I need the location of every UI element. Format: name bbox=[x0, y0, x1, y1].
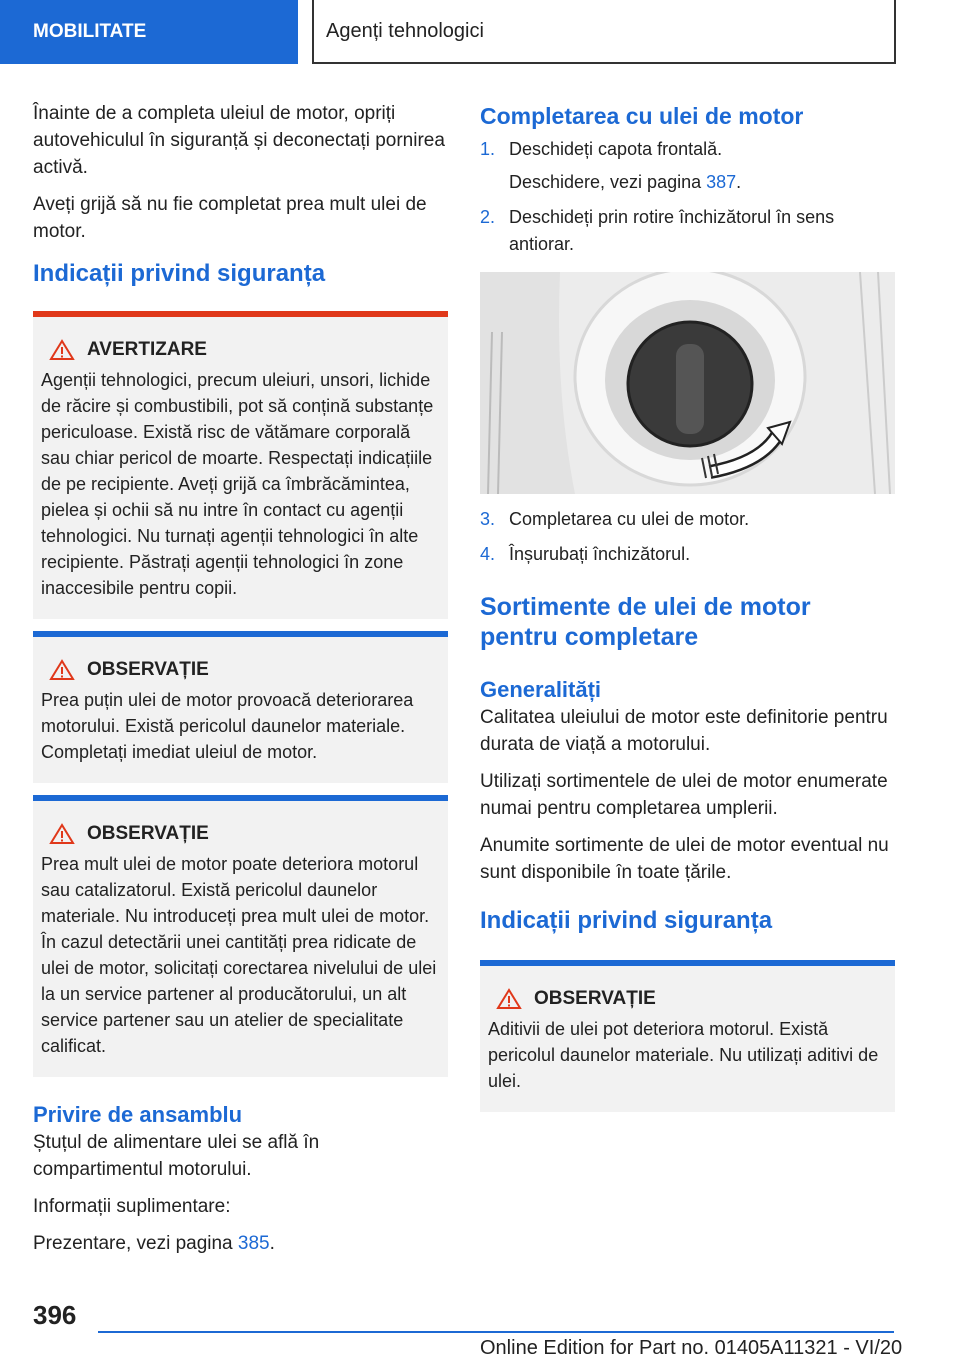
general-text-2: Utilizați sortimentele de ulei de motor enumerate numai pentru completarea umplerii. bbox=[480, 771, 888, 819]
note-text-2: Prea mult ulei de motor poate deteriora motorul sau catalizatorul. Există pericolul daunelor materiale. Nu introduceți prea mult ulei de motor. În cazul detectării unei cantități prea ridicate de ulei de motor, solicitați corectarea nivelului de ulei la un service partener al producătorului, un alt service partener sau un atelier de specialitate calificat. bbox=[41, 854, 437, 1056]
note-title-1: OBSERVAȚIE bbox=[87, 659, 209, 680]
oil-cap-illustration bbox=[480, 272, 895, 494]
caution-icon bbox=[49, 823, 75, 845]
intro-paragraph-2: Aveți grijă să nu fie completat prea mult ulei de motor. bbox=[33, 194, 427, 242]
general-text-3: Anumite sortimente de ulei de motor eventual nu sunt disponibile în toate țările. bbox=[480, 835, 889, 883]
left-column bbox=[33, 100, 448, 1267]
note-title-3: OBSERVAȚIE bbox=[534, 988, 656, 1009]
header-chapter: Agenți tehnologici bbox=[312, 0, 896, 64]
warning-text: Agenții tehnologici, precum uleiuri, unsori, lichide de răcire și combustibili, pot să conțină substanțe periculoase. Există risc de vătămare corporală sau chiar pericol de moarte. Respectați indicațiile de pe recipiente. Aveți grijă ca îmbrăcămintea, pielea și ochii să nu intre în contact cu agenții tehnologici. Nu turnați agenții tehnologici în alte recipiente. Păstrați agenții tehnologici în zone inaccesibile pentru copii. bbox=[41, 370, 434, 598]
fill-steps-list bbox=[480, 136, 895, 258]
general-heading: Generalități bbox=[480, 677, 602, 702]
general-text-1: Calitatea uleiului de motor este definitorie pentru durata de viață a motorului. bbox=[480, 707, 888, 755]
more-info-label: Informații suplimentare: bbox=[33, 1196, 231, 1217]
page-number: 396 bbox=[33, 1300, 77, 1330]
note-text-3: Aditivii de ulei pot deteriora motorul. Există pericolul daunelor materiale. Nu utilizați aditivi de ulei. bbox=[488, 1019, 879, 1091]
right-column bbox=[480, 102, 895, 1112]
note-box-1 bbox=[33, 631, 448, 783]
overview-text: Ștuțul de alimentare ulei se află în compartimentul motorului. bbox=[33, 1132, 320, 1180]
warning-icon bbox=[49, 339, 75, 361]
presentation-line: Prezentare, vezi pagina 385. bbox=[33, 1233, 275, 1254]
overview-heading: Privire de ansamblu bbox=[33, 1102, 243, 1127]
page-link-387[interactable]: 387 bbox=[706, 172, 737, 192]
footer-divider bbox=[98, 1331, 894, 1333]
warning-box bbox=[33, 311, 448, 619]
warning-title: AVERTIZARE bbox=[87, 339, 207, 360]
list-item: 1. Deschideți capota frontală. Deschidere, vezi pagina 387. bbox=[480, 139, 742, 192]
note-box-2 bbox=[33, 795, 448, 1077]
fill-heading: Completarea cu ulei de motor bbox=[480, 103, 804, 129]
list-item: 2. Deschideți prin rotire închizătorul în sens antiorar. bbox=[480, 207, 835, 254]
oil-cap-drawing bbox=[480, 272, 895, 494]
list-item: 4. Înșurubați închizătorul. bbox=[480, 544, 691, 564]
oil-types-heading: Sortimente de ulei de motor pentru completare bbox=[480, 593, 811, 651]
safety-heading-right: Indicații privind siguranța bbox=[480, 907, 773, 934]
fill-steps-list-cont bbox=[480, 506, 895, 568]
caution-icon bbox=[49, 659, 75, 681]
note-text-1: Prea puțin ulei de motor provoacă deteriorarea motorului. Există pericolul daunelor materiale. Completați imediat uleiul de motor. bbox=[41, 690, 414, 762]
header-section: MOBILITATE bbox=[0, 0, 298, 64]
safety-heading: Indicații privind siguranța bbox=[33, 260, 326, 287]
note-title-2: OBSERVAȚIE bbox=[87, 823, 209, 844]
page-link-385[interactable]: 385 bbox=[237, 1233, 270, 1254]
note-box-3 bbox=[480, 960, 895, 1112]
intro-paragraph-1: Înainte de a completa uleiul de motor, opriți autovehiculul în siguranță și deconectați pornirea activă. bbox=[33, 103, 445, 178]
list-item: 3. Completarea cu ulei de motor. bbox=[480, 509, 750, 529]
footer-edition: Online Edition for Part no. 01405A11321 - VI/20 bbox=[480, 1337, 903, 1359]
caution-icon bbox=[496, 988, 522, 1010]
